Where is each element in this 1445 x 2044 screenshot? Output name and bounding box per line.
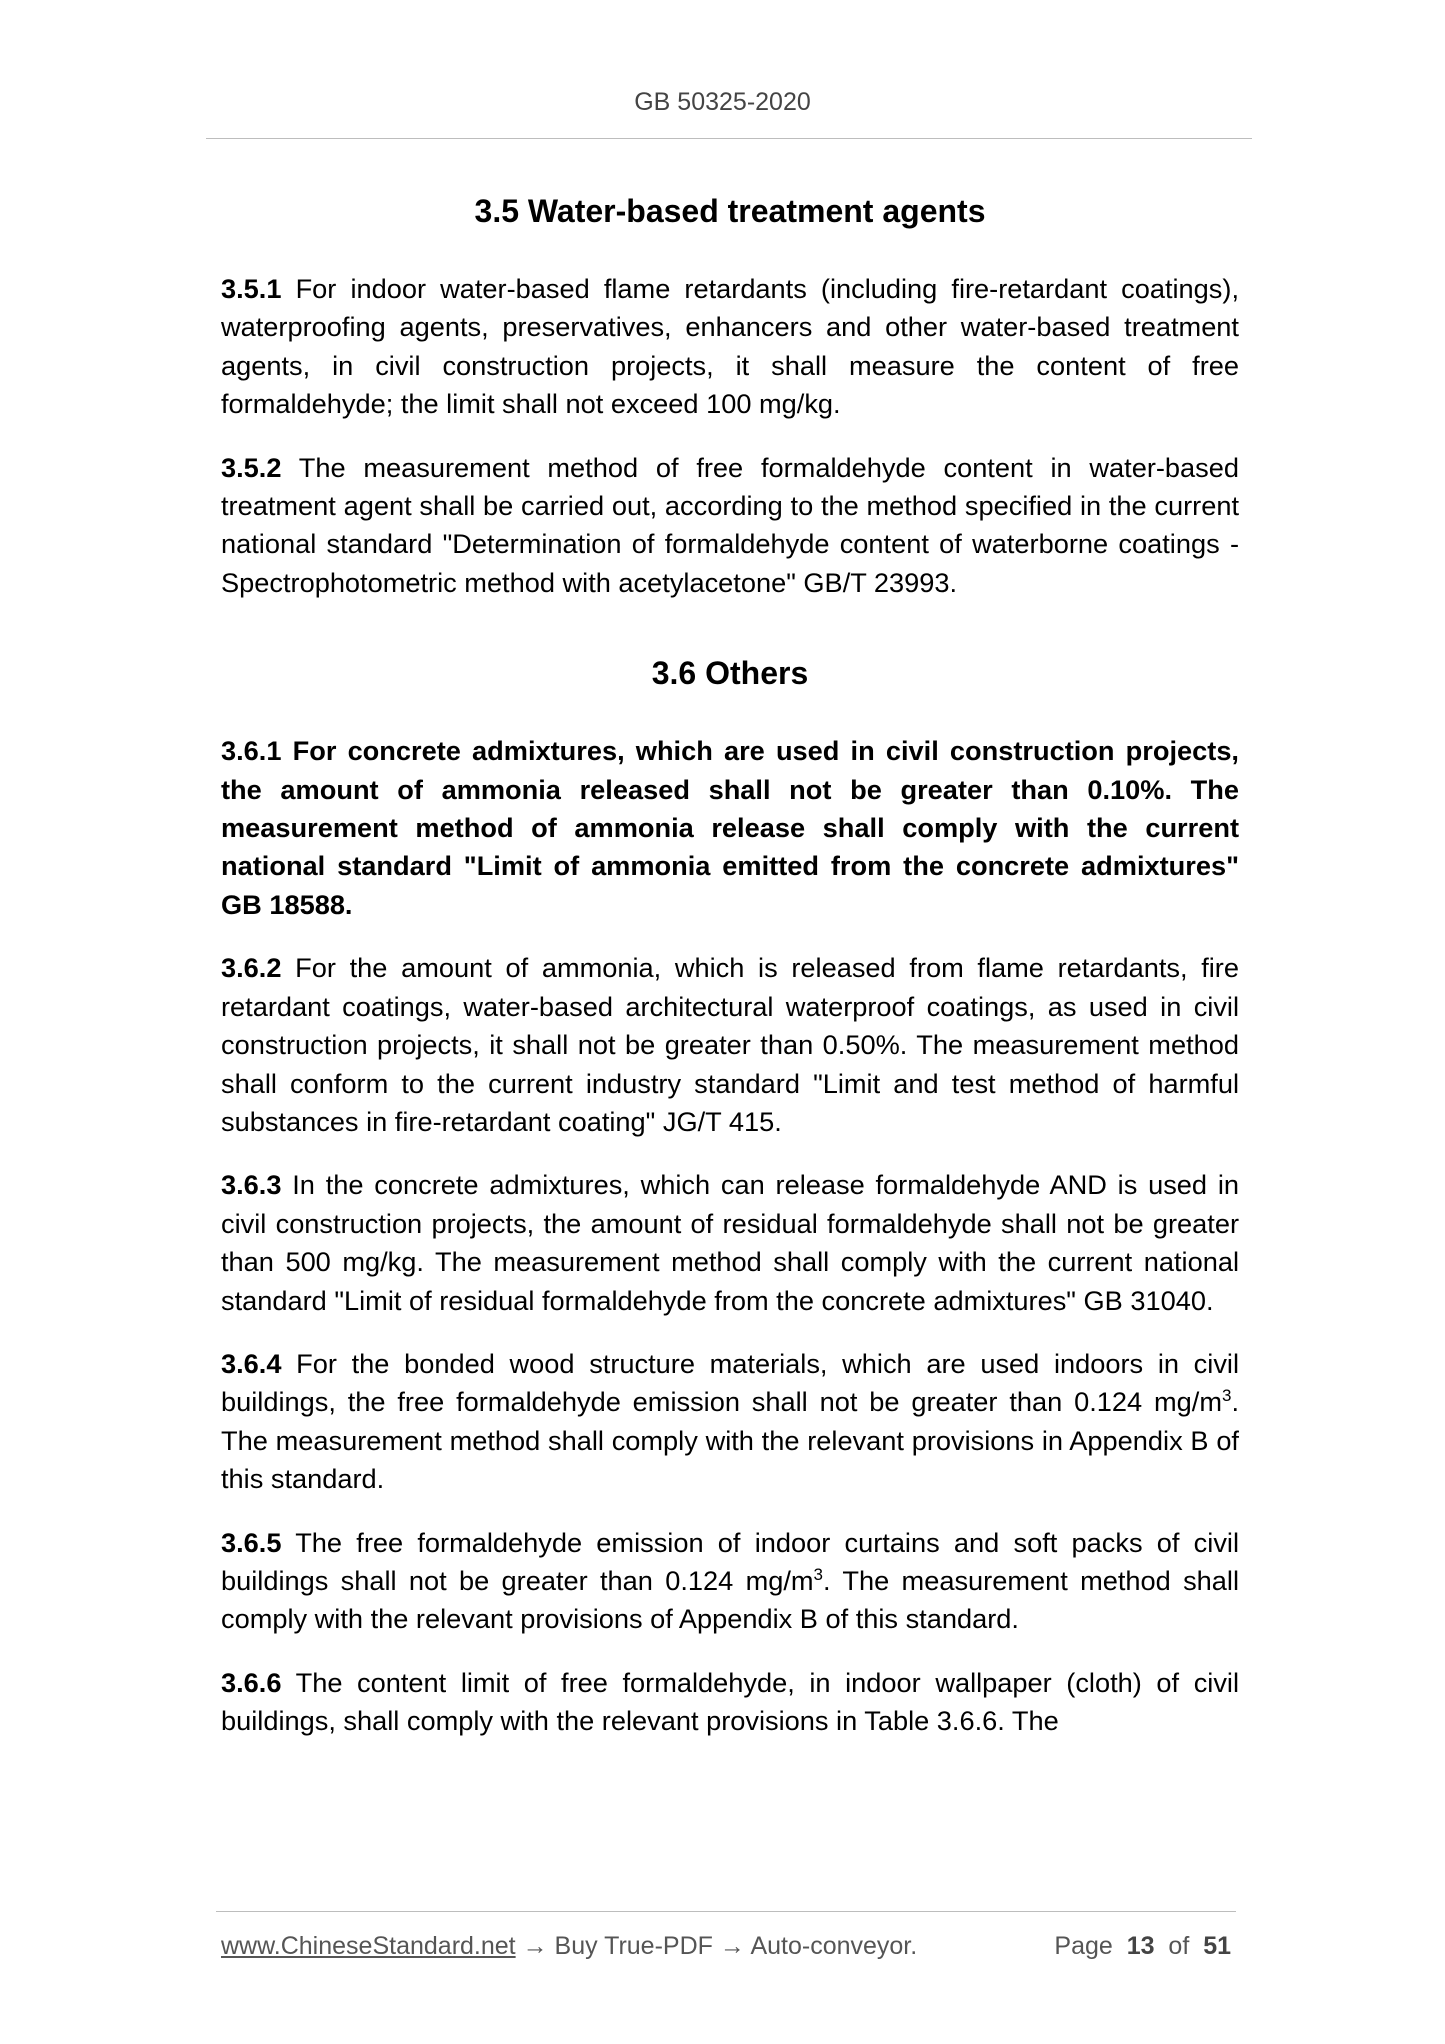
- footer-links: [221, 1932, 917, 1961]
- clause-text: The free formaldehyde emission of indoor curtains and soft packs of civil buildings shall not be greater than 0.124 mg/m: [221, 1526, 1239, 1596]
- arrow-icon: →: [719, 1932, 745, 1960]
- clause-text-continued: . The measurement method shall comply with the relevant provisions of Appendix B of this standard.: [221, 1564, 1240, 1635]
- footer-divider: [216, 1911, 1236, 1912]
- clause-number: 3.6.4: [221, 1347, 282, 1379]
- clause-text: In the concrete admixtures, which can release formaldehyde AND is used in civil construction projects, the amount of residual formaldehyde shall not be greater than 500 mg/kg. The measurement method shall comply with the current national standard "Limit of residual formaldehyde from the concrete admixtures" GB 31040.: [221, 1169, 1239, 1316]
- page-label: Page: [1054, 1932, 1113, 1960]
- clause-text-continued: . The measurement method shall comply with the relevant provisions in Appendix B of this standard.: [221, 1386, 1239, 1495]
- clause-text: For indoor water-based flame retardants (including fire-retardant coatings), waterproofing agents, preservatives, enhancers and other water-based treatment agents, in civil construction projects, it shall measure the content of free formaldehyde; the limit shall not exceed 100 mg/kg.: [221, 273, 1239, 420]
- current-page-number: 13: [1126, 1932, 1155, 1960]
- clause-3-6-5: [221, 1524, 1239, 1639]
- auto-conveyor-text: Auto-conveyor.: [750, 1932, 918, 1960]
- page-header-standard-code: GB 50325-2020: [634, 88, 811, 116]
- section-heading-3-5: 3.5 Water-based treatment agents: [474, 193, 986, 229]
- clause-3-6-2: [221, 949, 1239, 1141]
- clause-3-6-4: [221, 1345, 1239, 1499]
- clause-3-6-1: [221, 732, 1239, 924]
- document-body: [221, 184, 1239, 1766]
- clause-number: 3.6.5: [221, 1526, 282, 1558]
- clause-number: 3.6.2: [221, 952, 282, 984]
- clause-text: For the amount of ammonia, which is released from flame retardants, fire retardant coatings, water-based architectural waterproof coatings, as used in civil construction projects, it shall not be greater than 0.50%. The measurement method shall conform to the current industry standard "Limit and test method of harmful substances in fire-retardant coating" JG/T 415.: [221, 952, 1239, 1137]
- clause-number: 3.6.3: [221, 1169, 282, 1201]
- clause-text: The content limit of free formaldehyde, in indoor wallpaper (cloth) of civil buildings, shall comply with the relevant provisions in Table 3.6.6. The: [221, 1666, 1240, 1737]
- clause-number: 3.5.2: [221, 451, 282, 483]
- header-divider: [206, 138, 1252, 139]
- clause-text: For concrete admixtures, which are used in civil construction projects, the amount of ammonia released shall not be greater than 0.10%. The measurement method of ammonia release shall comply with the current national standard "Limit of ammonia emitted from the concrete admixtures" GB 18588.: [221, 735, 1239, 920]
- clause-text: The measurement method of free formaldehyde content in water-based treatment agent shall be carried out, according to the method specified in the current national standard "Determination of formaldehyde content of waterborne coatings -Spectrophotometric method with acetylacetone" GB/T 23993.: [221, 451, 1239, 598]
- page-indicator: [1054, 1932, 1231, 1961]
- site-link[interactable]: www.ChineseStandard.net: [221, 1932, 516, 1960]
- clause-3-5-2: [221, 449, 1239, 603]
- total-pages-number: 51: [1203, 1932, 1231, 1960]
- superscript-exponent: 3: [1221, 1386, 1232, 1406]
- clause-3-5-1: [221, 270, 1239, 424]
- superscript-exponent: 3: [813, 1564, 824, 1584]
- clause-number: 3.5.1: [221, 273, 282, 304]
- arrow-icon: →: [522, 1932, 548, 1960]
- clause-3-6-3: [221, 1166, 1239, 1320]
- clause-3-6-6: [221, 1664, 1239, 1741]
- clause-number: 3.6.6: [221, 1666, 282, 1698]
- of-label: of: [1168, 1932, 1190, 1960]
- clause-number: 3.6.1: [221, 735, 282, 767]
- section-heading-3-6: 3.6 Others: [651, 655, 809, 692]
- clause-text: For the bonded wood structure materials, which are used indoors in civil buildings, the free formaldehyde emission shall not be greater than 0.124 mg/m: [221, 1347, 1239, 1418]
- buy-true-pdf-text: Buy True-PDF: [554, 1932, 713, 1960]
